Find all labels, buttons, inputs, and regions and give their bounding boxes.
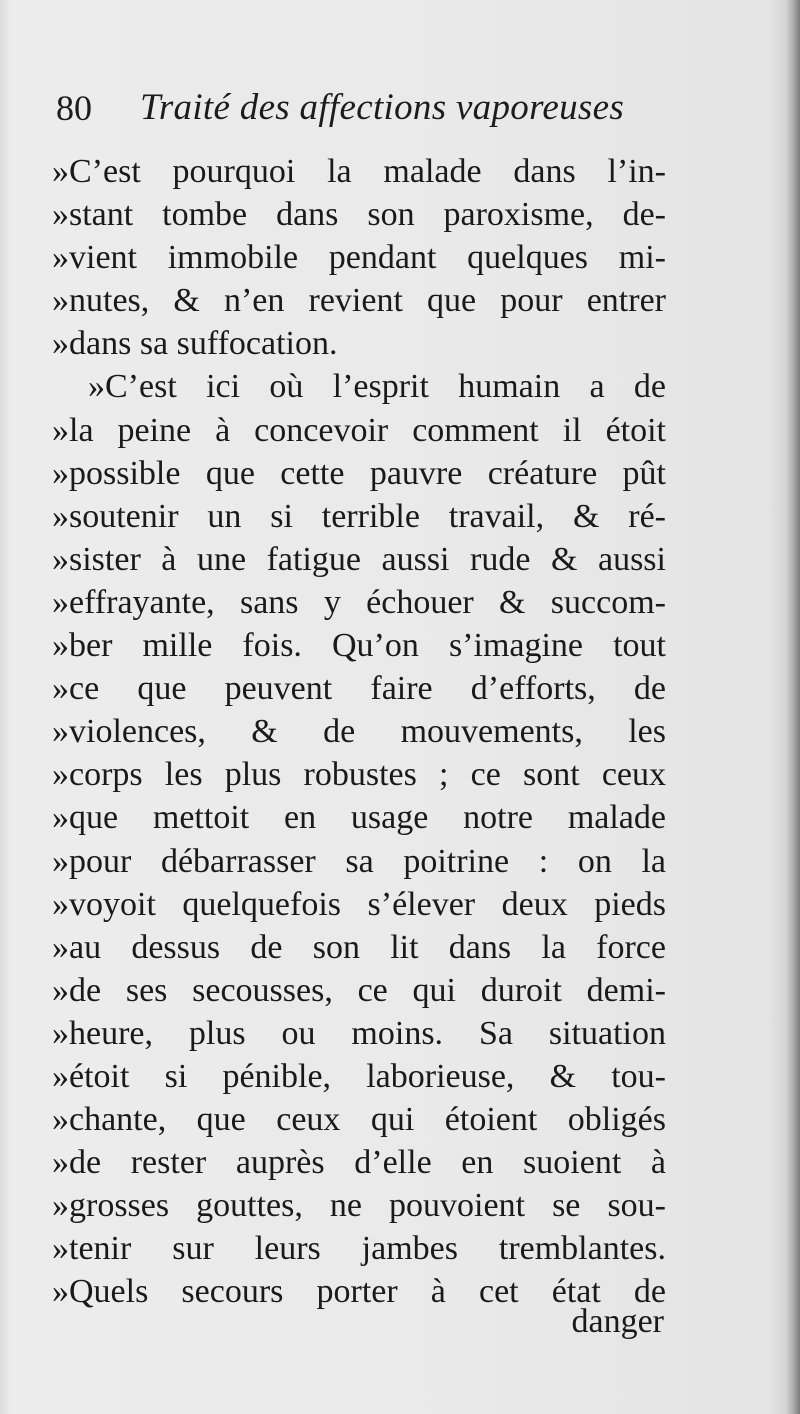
text-line: »voyoit quelquefois s’élever deux pieds	[52, 885, 666, 923]
text-line: »effrayante, sans y échouer & succom-	[52, 583, 666, 621]
text-line: »étoit si pénible, laborieuse, & tou-	[52, 1057, 666, 1095]
text-line: »la peine à concevoir comment il étoit	[52, 411, 666, 449]
text-line: »au dessus de son lit dans la force	[52, 928, 666, 966]
text-line: »violences, & de mouvements, les	[52, 713, 666, 751]
text-line: »chante, que ceux qui étoient obligés	[52, 1101, 666, 1139]
text-line: »pour débarrasser sa poitrine : on la	[52, 842, 666, 880]
text-line: »de ses secousses, ce qui duroit demi-	[52, 971, 666, 1009]
text-line: »heure, plus ou moins. Sa situation	[52, 1014, 666, 1052]
text-line: »C’est pourquoi la malade dans l’in-	[52, 153, 666, 190]
running-head: Traité des affections vaporeuses	[140, 87, 625, 128]
text-line: »soutenir un si terrible travail, & ré-	[52, 497, 666, 535]
text-line: »Quels secours porter à cet état de	[52, 1273, 666, 1311]
page-header	[56, 84, 676, 132]
text-line: »corps les plus robustes ; ce sont ceux	[52, 756, 666, 794]
text-line: »possible que cette pauvre créature pût	[52, 454, 666, 492]
text-line: »de rester auprès d’elle en suoient à	[52, 1144, 666, 1182]
text-line: »ce que peuvent faire d’efforts, de	[52, 670, 666, 708]
catchword: danger	[571, 1303, 664, 1340]
text-line: »sister à une fatigue aussi rude & aussi	[52, 540, 666, 578]
text-line: »nutes, & n’en revient que pour entrer	[52, 282, 666, 320]
text-line: »que mettoit en usage notre malade	[52, 799, 666, 837]
body-text	[52, 150, 666, 1314]
text-line: »tenir sur leurs jambes tremblantes.	[52, 1230, 666, 1268]
text-line: »C’est ici où l’esprit humain a de	[88, 368, 666, 406]
text-line: »vient immobile pendant quelques mi-	[52, 239, 666, 277]
text-line: »ber mille fois. Qu’on s’imagine tout	[52, 627, 666, 665]
text-line: »dans sa suffocation.	[52, 325, 338, 363]
page-number: 80	[56, 88, 92, 128]
text-line: »grosses gouttes, ne pouvoient se sou-	[52, 1187, 666, 1225]
text-line: »stant tombe dans son paroxisme, de-	[52, 196, 666, 234]
